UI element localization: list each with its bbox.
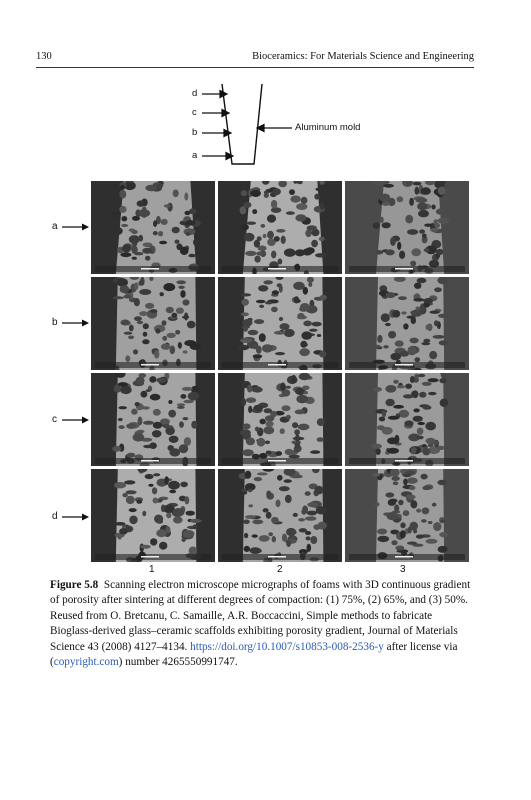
page-number: 130 <box>36 51 52 62</box>
micrograph-panel <box>218 277 342 370</box>
doi-link[interactable]: https://doi.org/10.1007/s10853-008-2536-y <box>190 640 384 653</box>
row-arrow-a <box>62 222 90 232</box>
header-rule <box>36 67 474 68</box>
running-title: Bioceramics: For Materials Science and Engineering <box>252 51 474 62</box>
caption-text-2: after license via ( <box>50 640 458 669</box>
row-arrow-c <box>62 415 90 425</box>
micrograph-panel <box>345 373 469 466</box>
level-b-label: b <box>192 127 198 138</box>
level-c-label: c <box>192 107 197 118</box>
sem-micrograph-grid <box>91 181 472 562</box>
column-label-2: 2 <box>277 564 283 575</box>
page-header <box>36 51 474 67</box>
row-label-c: c <box>52 414 57 425</box>
micrograph-panel <box>91 469 215 562</box>
micrograph-panel <box>91 373 215 466</box>
figure-caption <box>50 578 475 670</box>
level-a-label: a <box>192 150 198 161</box>
micrograph-panel <box>218 373 342 466</box>
column-label-1: 1 <box>149 564 155 575</box>
micrograph-panel <box>218 181 342 274</box>
level-d-label: d <box>192 88 198 99</box>
micrograph-panel <box>218 469 342 562</box>
micrograph-panel <box>345 469 469 562</box>
row-arrow-d <box>62 512 90 522</box>
micrograph-panel <box>91 181 215 274</box>
micrograph-panel <box>345 277 469 370</box>
row-arrow-b <box>62 318 90 328</box>
mold-label: Aluminum mold <box>295 122 361 133</box>
row-label-a: a <box>52 221 58 232</box>
column-label-3: 3 <box>400 564 406 575</box>
row-label-d: d <box>52 511 58 522</box>
row-label-b: b <box>52 317 58 328</box>
micrograph-panel <box>345 181 469 274</box>
copyright-link[interactable]: copyright.com <box>53 656 119 669</box>
caption-text-3: ) number 4265550991747. <box>118 656 238 669</box>
caption-text-1: Scanning electron microscope micrographs of foams with 3D continuous gradient of porosity after sintering at different degrees of compaction: (1) 75%, (2) 65%, and (3) 50%. Reused from O. Bretcanu, C. Samaille, A.R. Boccaccini, Simple methods to fabricate Bioglass-derived glass–ceramic scaffolds exhibiting porosity gradient, Journal of Materials Science 43 (2008) 4127–4134. <box>50 579 471 653</box>
figure-label: Figure 5.8 <box>50 579 99 591</box>
mold-schematic <box>190 80 410 175</box>
micrograph-panel <box>91 277 215 370</box>
